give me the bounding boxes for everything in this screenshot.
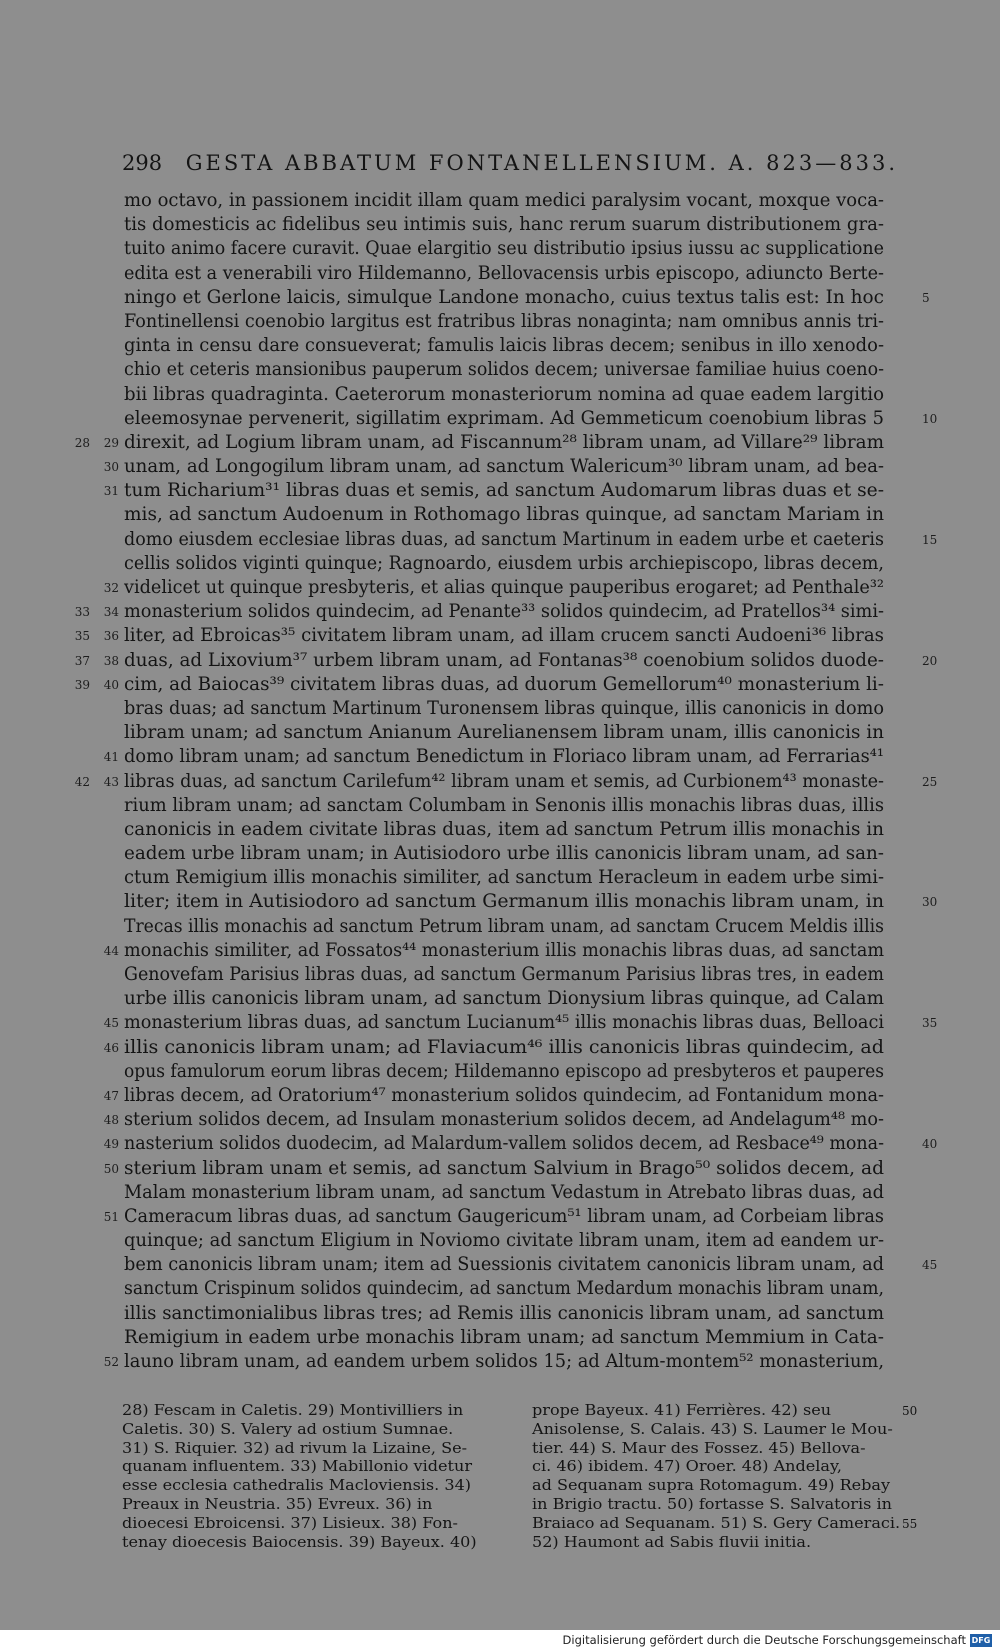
margin-note-number: 34 — [103, 605, 119, 620]
text-line — [103, 1108, 916, 1132]
footnote-line: ad Sequanam supra Rotomagum. 49) Rebay — [532, 1477, 891, 1495]
text-line — [124, 407, 938, 431]
text-line-content: Genovefam Parisius libras duas, ad sanctum Germanum Parisius libras tres, in eadem — [124, 964, 884, 985]
margin-note-number: 28 — [74, 435, 90, 450]
text-line-content: bras duas; ad sanctum Martinum Turonensem libras quinque, illis canonicis in domo — [124, 697, 884, 719]
line-number: 45 — [922, 1258, 938, 1273]
text-line-content: liter, ad Ebroicas³⁵ civitatem libram unam, ad illam crucem sancti Audoeni³⁶ libras — [124, 625, 884, 647]
text-line — [124, 237, 916, 261]
margin-note-number: 48 — [103, 1113, 119, 1128]
margin-note-number: 41 — [103, 750, 119, 765]
text-line — [124, 818, 916, 842]
margin-note-number: 42 — [74, 774, 90, 789]
text-line-content: direxit, ad Logium libram unam, ad Fiscannum²⁸ libram unam, ad Villare²⁹ libram — [124, 431, 884, 453]
text-line-content: domo eiusdem ecclesiae libras duas, ad sanctum Martinum in eadem urbe et caeteris — [124, 528, 884, 550]
line-number: 40 — [922, 1137, 938, 1152]
text-line — [103, 745, 916, 769]
text-line-content: quinque; ad sanctum Eligium in Noviomo civitate libram unam, item ad eandem ur- — [124, 1230, 884, 1252]
text-line — [124, 528, 938, 552]
text-line — [124, 1302, 916, 1326]
text-line-content: domo libram unam; ad sanctum Benedictum in Floriaco libram unam, ad Ferrarias⁴¹ — [124, 746, 884, 768]
line-number: 35 — [922, 1016, 938, 1031]
text-line — [103, 1157, 916, 1181]
text-line-content: liter; item in Autisiodoro ad sanctum Germanum illis monachis libram unam, in — [124, 891, 884, 913]
text-line-content: cellis solidos viginti quinque; Ragnoardo, eiusdem urbis archiepiscopo, libras decem, — [124, 552, 884, 574]
text-line-content: libras decem, ad Oratorium⁴⁷ monasterium solidos quindecim, ad Fontanidum mona- — [124, 1084, 884, 1106]
main-text — [74, 189, 938, 1374]
text-line — [103, 576, 916, 600]
footnote-line: Preaux in Neustria. 35) Evreux. 36) in — [122, 1495, 433, 1513]
text-line-content: tuito animo facere curavit. Quae elargitio seu distributio ipsius iussu ac supplicatione — [124, 238, 884, 260]
margin-note-number: 29 — [103, 435, 119, 450]
margin-note-number: 35 — [74, 629, 90, 644]
text-line — [124, 697, 916, 721]
text-line-content: cim, ad Baiocas³⁹ civitatem libras duas, ad duorum Gemellorum⁴⁰ monasterium li- — [124, 673, 884, 695]
text-line — [124, 1253, 938, 1277]
text-line-content: bem canonicis libram unam; item ad Suessionis civitatem canonicis libram unam, ad — [124, 1254, 884, 1276]
text-line-content: tum Richarium³¹ libras duas et semis, ad sanctum Audomarum libras duas et se- — [124, 480, 885, 502]
text-line — [124, 1277, 916, 1301]
text-line-content: edita est a venerabili viro Hildemanno, Bellovacensis urbis episcopo, adiuncto Berte- — [124, 262, 884, 284]
text-line — [103, 1011, 938, 1035]
text-line — [124, 189, 916, 213]
text-line-content: opus famulorum eorum libras decem; Hildemanno episcopo ad presbyteros et pauperes — [124, 1060, 884, 1082]
margin-note-number: 51 — [103, 1209, 119, 1224]
text-line — [103, 455, 916, 479]
digitization-footer — [0, 1630, 1000, 1651]
text-line — [124, 721, 916, 745]
text-line-content: monasterium libras duas, ad sanctum Lucianum⁴⁵ illis monachis libras duas, Belloaci — [124, 1012, 884, 1034]
margin-note-number: 37 — [74, 653, 90, 668]
text-line — [74, 431, 916, 455]
margin-note-number: 46 — [103, 1040, 119, 1055]
text-line — [124, 987, 916, 1011]
text-line — [103, 939, 916, 963]
text-line — [74, 770, 938, 794]
margin-note-number: 47 — [103, 1088, 119, 1103]
margin-note-number: 40 — [103, 677, 119, 692]
text-line — [124, 358, 916, 382]
text-line — [124, 842, 916, 866]
text-line-content: mis, ad sanctum Audoenum in Rothomago libras quinque, ad sanctam Mariam in — [124, 504, 885, 526]
line-number: 5 — [922, 290, 930, 305]
text-line — [124, 1181, 916, 1205]
margin-note-number: 52 — [103, 1355, 119, 1369]
footnote-line-number: 55 — [902, 1517, 918, 1531]
footnote-line: Caletis. 30) S. Valery ad ostium Sumnae. — [122, 1420, 454, 1438]
margin-note-number: 33 — [74, 605, 90, 620]
text-line — [103, 1205, 916, 1229]
footnotes-right-column — [532, 1402, 912, 1552]
text-line — [124, 503, 916, 527]
line-number: 25 — [922, 774, 938, 789]
margin-note-number: 32 — [103, 581, 119, 595]
text-line — [103, 1084, 916, 1108]
text-line — [124, 552, 916, 576]
text-line-content: bii libras quadraginta. Caeterorum monasteriorum nomina ad quae eadem largitio — [124, 383, 884, 405]
running-title: GESTA ABBATUM FONTANELLENSIUM. — [185, 151, 719, 175]
footnote-line: 52) Haumont ad Sabis fluvii initia. — [532, 1533, 812, 1551]
footnote-line: Braiaco ad Sequanam. 51) S. Gery Cameraci. — [532, 1514, 901, 1532]
text-line — [124, 286, 930, 310]
text-line-content: rium libram unam; ad sanctam Columbam in Senonis illis monachis libras duas, illis — [124, 794, 884, 816]
margin-note-number: 44 — [103, 943, 119, 958]
text-line — [103, 1132, 938, 1156]
text-line-content: videlicet ut quinque presbyteris, et alias quinque pauperibus erogaret; ad Penthale³² — [124, 577, 884, 598]
footnote-line: 31) S. Riquier. 32) ad rivum la Lizaine, Se- — [122, 1439, 468, 1457]
text-line-content: urbe illis canonicis libram unam, ad sanctum Dionysium libras quinque, ad Calam — [124, 988, 884, 1010]
footnote-line: 28) Fescam in Caletis. 29) Montivilliers in — [122, 1402, 464, 1419]
text-line — [124, 890, 938, 914]
text-line-content: chio et ceteris mansionibus pauperum solidos decem; universae familiae huius coeno- — [124, 359, 884, 381]
text-line — [124, 1326, 916, 1350]
text-line — [124, 213, 916, 237]
margin-note-number: 38 — [103, 653, 119, 668]
dfg-logo-icon: DFG — [971, 1636, 991, 1645]
text-line-content: Remigium in eadem urbe monachis libram unam; ad sanctum Memmium in Cata- — [124, 1326, 884, 1348]
footnote-line: ci. 46) ibidem. 47) Oroer. 48) Andelay, — [532, 1458, 843, 1476]
text-line — [74, 673, 916, 697]
text-line-content: mo octavo, in passionem incidit illam quam medici paralysim vocant, moxque voca- — [124, 190, 884, 211]
text-line — [103, 1036, 916, 1060]
text-line-content: eadem urbe libram unam; in Autisiodoro urbe illis canonicis libram unam, ad san- — [124, 843, 884, 865]
text-line — [74, 624, 916, 648]
footnote-line: quanam influentem. 33) Mabillonio videtur — [122, 1458, 472, 1476]
text-line-content: tis domesticis ac fidelibus seu intimis suis, hanc rerum suarum distributionem gra- — [124, 214, 884, 236]
text-line-content: illis canonicis libram unam; ad Flaviacum⁴⁶ illis canonicis libras quindecim, ad — [124, 1036, 884, 1058]
text-line-content: illis sanctimonialibus libras tres; ad Remis illis canonicis libram unam, ad sanctum — [124, 1302, 884, 1324]
line-number: 10 — [922, 411, 938, 426]
footnote-line: prope Bayeux. 41) Ferrières. 42) seu — [532, 1402, 832, 1419]
margin-note-number: 31 — [103, 484, 119, 499]
text-line-content: Trecas illis monachis ad sanctum Petrum libram unam, ad sanctam Crucem Meldis illis — [124, 915, 884, 937]
text-line-content: libram unam; ad sanctum Anianum Aurelianensem libram unam, illis canonicis in — [124, 722, 884, 744]
text-line — [124, 262, 916, 286]
text-line — [124, 963, 916, 987]
text-line — [103, 1350, 916, 1374]
text-line — [124, 310, 916, 334]
text-line-content: monachis similiter, ad Fossatos⁴⁴ monasterium illis monachis libras duas, ad sanctam — [124, 939, 884, 961]
text-line-content: duas, ad Lixovium³⁷ urbem libram unam, ad Fontanas³⁸ coenobium solidos duode- — [124, 649, 884, 671]
margin-note-number: 36 — [103, 629, 119, 644]
text-line — [124, 794, 916, 818]
text-line — [124, 383, 916, 407]
text-line — [74, 649, 938, 673]
text-line-content: canonicis in eadem civitate libras duas, item ad sanctum Petrum illis monachis in — [124, 818, 884, 840]
page-number: 298 — [122, 151, 163, 175]
text-line — [124, 915, 916, 939]
footnote-line: tier. 44) S. Maur des Fossez. 45) Bellova- — [532, 1439, 866, 1457]
text-line-content: Malam monasterium libram unam, ad sanctum Vedastum in Atrebato libras duas, ad — [124, 1181, 884, 1203]
text-line-content: Fontinellensi coenobio largitus est fratribus libras nonaginta; nam omnibus annis tri- — [124, 310, 884, 332]
text-line — [124, 334, 916, 358]
text-line-content: libras duas, ad sanctum Carilefum⁴² libram unam et semis, ad Curbionem⁴³ monaste- — [124, 770, 884, 792]
footnote-line: in Brigio tractu. 50) fortasse S. Salvatoris in — [532, 1495, 892, 1513]
text-line — [103, 479, 916, 503]
text-line-content: eleemosynae pervenerit, sigillatim exprimam. Ad Gemmeticum coenobium libras 5 — [124, 407, 884, 429]
margin-note-number: 39 — [74, 677, 90, 692]
text-line-content: ctum Remigium illis monachis similiter, ad sanctum Heracleum in eadem urbe simi- — [124, 867, 884, 889]
text-line-content: monasterium solidos quindecim, ad Penante³³ solidos quindecim, ad Pratellos³⁴ simi- — [124, 601, 884, 623]
text-line — [124, 866, 916, 890]
text-line-content: Cameracum libras duas, ad sanctum Gaugericum⁵¹ libram unam, ad Corbeiam libras — [124, 1205, 884, 1227]
footnote-line-number: 50 — [902, 1404, 918, 1418]
line-number: 15 — [922, 532, 938, 547]
running-header — [122, 151, 898, 175]
margin-note-number: 50 — [103, 1161, 119, 1176]
footnote-line: esse ecclesia cathedralis Macloviensis. 34) — [122, 1477, 472, 1495]
text-line-content: launo libram unam, ad eandem urbem solidos 15; ad Altum-montem⁵² monasterium, — [124, 1351, 884, 1372]
footnote-line: dioecesi Ebroicensi. 37) Lisieux. 38) Fon- — [122, 1514, 458, 1532]
footnote-line: tenay dioecesis Baiocensis. 39) Bayeux. 40) — [122, 1533, 477, 1551]
footer-text: Digitalisierung gefördert durch die Deutsche Forschungsgemeinschaft — [562, 1633, 966, 1647]
text-line-content: sanctum Crispinum solidos quindecim, ad sanctum Medardum monachis libram unam, — [124, 1278, 884, 1300]
footnotes-left-column — [122, 1402, 502, 1552]
text-line-content: sterium solidos decem, ad Insulam monasterium solidos decem, ad Andelagum⁴⁸ mo- — [124, 1109, 884, 1131]
text-line-content: ningo et Gerlone laicis, simulque Landone monacho, cuius textus talis est: In hoc — [124, 286, 884, 308]
line-number: 20 — [922, 653, 938, 668]
text-line-content: ginta in censu dare consueverat; famulis laicis libras decem; senibus in illo xenodo- — [124, 335, 884, 357]
margin-note-number: 49 — [103, 1137, 119, 1152]
footnote-line: Anisolense, S. Calais. 43) S. Laumer le Mou- — [532, 1420, 893, 1438]
text-line — [124, 1060, 916, 1084]
text-line-content: sterium libram unam et semis, ad sanctum Salvium in Brago⁵⁰ solidos decem, ad — [124, 1157, 884, 1179]
text-line-content: unam, ad Longogilum libram unam, ad sanctum Walericum³⁰ libram unam, ad bea- — [124, 456, 884, 478]
text-line — [74, 600, 916, 624]
margin-note-number: 45 — [103, 1016, 119, 1031]
margin-note-number: 30 — [103, 460, 119, 475]
text-line — [124, 1229, 916, 1253]
text-line-content: nasterium solidos duodecim, ad Malardum-vallem solidos decem, ad Resbace⁴⁹ mona- — [124, 1133, 884, 1155]
line-number: 30 — [922, 895, 938, 910]
margin-note-number: 43 — [103, 774, 119, 789]
running-years: A. 823—833. — [728, 151, 898, 175]
